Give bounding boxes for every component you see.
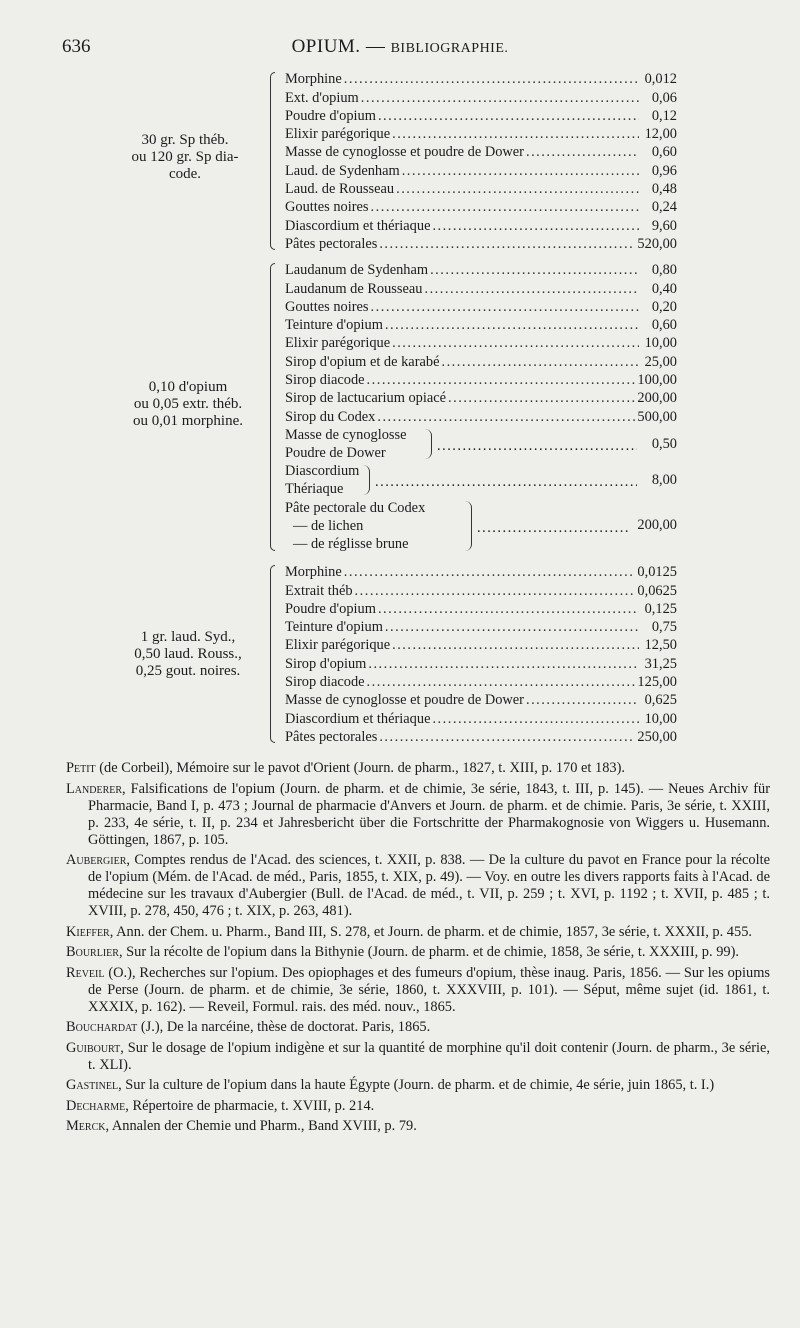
row-name: Sirop du Codex bbox=[285, 408, 376, 425]
table-row bbox=[285, 261, 677, 279]
row-name: Diascordium et thériaque bbox=[285, 710, 431, 727]
row-name: — de lichen bbox=[293, 517, 364, 534]
row-value: 520,00 bbox=[637, 235, 677, 252]
table-row bbox=[285, 70, 677, 88]
triple-row bbox=[285, 499, 677, 554]
row-value: 250,00 bbox=[637, 728, 677, 745]
row-name: Gouttes noires bbox=[285, 298, 369, 315]
row-value: 0,012 bbox=[644, 71, 677, 88]
bibliography-entry bbox=[66, 1019, 770, 1036]
row-name: Laud. de Rousseau bbox=[285, 181, 395, 198]
entry-author: Landerer bbox=[66, 780, 123, 797]
table-row bbox=[285, 198, 677, 216]
row-name: Teinture d'opium bbox=[285, 619, 383, 636]
row-name: Morphine bbox=[285, 564, 342, 581]
running-head-dash: — bbox=[360, 36, 391, 57]
bibliography-entry bbox=[66, 1077, 770, 1094]
row-name: Teinture d'opium bbox=[285, 317, 383, 334]
row-value: 0,625 bbox=[644, 692, 677, 709]
table-row bbox=[285, 216, 677, 234]
row-value: 500,00 bbox=[637, 408, 677, 425]
row-value: 0,40 bbox=[651, 280, 677, 297]
equivalence-table-3 bbox=[0, 563, 800, 747]
table-row bbox=[285, 728, 677, 746]
row-value: 8,00 bbox=[651, 472, 677, 489]
row-name: Laud. de Sydenham bbox=[285, 162, 400, 179]
bibliography-entry bbox=[66, 1040, 770, 1074]
entry-text: , Ann. der Chem. u. Pharm., Band III, S. 278, et Journ. de pharm. et de chimie, 1857, 3e série, t. XXXII, p. 455. bbox=[109, 923, 752, 940]
table-row bbox=[285, 316, 677, 334]
row-value: 0,0625 bbox=[637, 582, 677, 599]
row-value: 12,00 bbox=[644, 126, 677, 143]
bibliography-entry bbox=[66, 852, 770, 920]
row-name: Masse de cynoglosse et poudre de Dower bbox=[285, 692, 524, 709]
bibliography-entry bbox=[66, 781, 770, 849]
row-value: 100,00 bbox=[637, 372, 677, 389]
entry-text: , Sur la culture de l'opium dans la haute Égypte (Journ. de pharm. et de chimie, 4e série, juin 1865, t. I.) bbox=[118, 1077, 715, 1093]
entry-author: Merck bbox=[66, 1118, 106, 1134]
table-row bbox=[285, 618, 677, 636]
table-row bbox=[285, 389, 677, 407]
bibliography-entry bbox=[66, 1118, 770, 1135]
table-row bbox=[285, 298, 677, 316]
table-2-brace bbox=[270, 263, 275, 551]
row-value: 125,00 bbox=[637, 674, 677, 691]
entry-author: Guibourt bbox=[66, 1039, 121, 1056]
equivalence-table-1 bbox=[0, 70, 800, 254]
table-3-brace bbox=[270, 565, 275, 743]
row-name: Sirop de lactucarium opiacé bbox=[285, 390, 447, 407]
row-name: Morphine bbox=[285, 71, 342, 88]
row-value: 25,00 bbox=[644, 353, 677, 370]
row-name: Thériaque bbox=[285, 481, 344, 498]
row-name: Masse de cynoglosse bbox=[285, 426, 407, 443]
mini-brace bbox=[363, 465, 370, 495]
entry-author: Petit bbox=[66, 760, 96, 776]
row-value: 0,125 bbox=[644, 600, 677, 617]
row-value: 0,60 bbox=[651, 317, 677, 334]
equivalence-table-2 bbox=[0, 261, 800, 561]
table-1-brace bbox=[270, 72, 275, 250]
row-value: 0,75 bbox=[651, 619, 677, 636]
row-value: 0,50 bbox=[651, 435, 677, 452]
row-value: 9,60 bbox=[651, 217, 677, 234]
table-row bbox=[285, 691, 677, 709]
row-name: Laudanum de Sydenham bbox=[285, 262, 429, 279]
table-2-rows bbox=[285, 261, 677, 554]
row-value: 200,00 bbox=[637, 390, 677, 407]
row-name: Masse de cynoglosse et poudre de Dower bbox=[285, 144, 524, 161]
entry-author: Bouchardat bbox=[66, 1019, 138, 1035]
entry-author: Bourlier bbox=[66, 944, 119, 960]
label-line: 1 gr. laud. Syd., bbox=[140, 629, 236, 645]
table-row bbox=[285, 235, 677, 253]
row-name: Pâtes pectorales bbox=[285, 728, 378, 745]
label-line: 0,25 gout. noires. bbox=[135, 663, 241, 679]
table-row bbox=[285, 180, 677, 198]
row-value: 200,00 bbox=[637, 516, 677, 533]
row-name: Elixir parégorique bbox=[285, 126, 391, 143]
row-value: 10,00 bbox=[644, 710, 677, 727]
running-head-title: OPIUM. bbox=[291, 36, 361, 57]
label-line: ou 120 gr. Sp dia- bbox=[131, 149, 239, 165]
table-row bbox=[285, 636, 677, 654]
table-row bbox=[285, 600, 677, 618]
label-line: 0,50 laud. Rouss., bbox=[134, 646, 242, 662]
table-1-rows bbox=[285, 70, 677, 253]
bibliography-entry bbox=[66, 965, 770, 1016]
entry-text: , Sur la récolte de l'opium dans la Bithynie (Journ. de pharm. et de chimie, 1858, 3e série, t. XXXIII, p. 99). bbox=[118, 944, 739, 960]
row-name: Laudanum de Rousseau bbox=[285, 280, 423, 297]
row-value: 31,25 bbox=[644, 655, 677, 672]
entry-author: Aubergier bbox=[66, 852, 127, 868]
table-row bbox=[285, 334, 677, 352]
row-value: 0,20 bbox=[651, 298, 677, 315]
table-row bbox=[285, 125, 677, 143]
entry-author: Reveil bbox=[66, 964, 105, 981]
row-value: 0,96 bbox=[651, 162, 677, 179]
label-line: 0,10 d'opium bbox=[148, 379, 228, 395]
table-3-rows bbox=[285, 563, 677, 746]
table-row bbox=[285, 709, 677, 727]
row-value: 0,48 bbox=[651, 181, 677, 198]
entry-text: (O.), Recherches sur l'opium. Des opiophages et des fumeurs d'opium, thèse inaug. Paris, 1856. — Sur les opiums de Perse (Journ. de pharm. et de chimie, 3e série, 1860, t. XXXVIII, p. 101). — Séput, même sujet (id. 1861, t. XXXIX, p. 162). — Reveil, Formul. rais. des méd. nouv., 1865. bbox=[88, 964, 770, 1015]
table-1-label bbox=[110, 132, 260, 183]
entry-author: Kieffer bbox=[66, 923, 110, 940]
row-value: 0,06 bbox=[651, 89, 677, 106]
entry-text: , Annalen der Chemie und Pharm., Band XVIII, p. 79. bbox=[105, 1118, 417, 1134]
row-name: Pâtes pectorales bbox=[285, 235, 378, 252]
entry-text: (de Corbeil), Mémoire sur le pavot d'Orient (Journ. de pharm., 1827, t. XIII, p. 170 et 183). bbox=[95, 760, 625, 776]
page-number: 636 bbox=[62, 36, 91, 57]
table-row bbox=[285, 654, 677, 672]
row-name: Diascordium bbox=[285, 463, 360, 480]
entry-text: , Répertoire de pharmacie, t. XVIII, p. 214. bbox=[125, 1097, 375, 1114]
entry-text: , Sur le dosage de l'opium indigène et sur la quantité de morphine qu'il doit contenir (Journ. de pharm., 3e série, t. XLI). bbox=[88, 1039, 770, 1073]
bibliography bbox=[66, 760, 770, 1139]
row-name: Sirop d'opium et de karabé bbox=[285, 353, 440, 370]
row-name: Poudre d'opium bbox=[285, 600, 376, 617]
table-row bbox=[285, 673, 677, 691]
row-name: Poudre d'opium bbox=[285, 107, 376, 124]
row-name: — de réglisse brune bbox=[293, 535, 409, 552]
table-row bbox=[285, 371, 677, 389]
row-name: Sirop diacode bbox=[285, 372, 365, 389]
running-head bbox=[0, 36, 800, 58]
bibliography-entry bbox=[66, 924, 770, 941]
entry-text: (J.), De la narcéine, thèse de doctorat. Paris, 1865. bbox=[137, 1019, 431, 1035]
table-row bbox=[285, 581, 677, 599]
row-name: Pâte pectorale du Codex bbox=[285, 499, 426, 516]
entry-text: , Falsifications de l'opium (Journ. de pharm. et de chimie, 3e série, 1843, t. III, p. 145). — Neues Archiv für Pharmacie, Band I, p. 473 ; Journal de pharmacie d'Anvers et Journ. de pharm. et de chimie. Paris, 3e série, t. XXIII, p. 233, 4e série, t. II, p. 234 et Jahresbericht über die Fortschritte der Pharmakognosie von Wiggers u. Husemann. Göttingen, 1867, p. 105. bbox=[88, 780, 770, 848]
table-row bbox=[285, 107, 677, 125]
table-row bbox=[285, 407, 677, 425]
row-name: Elixir parégorique bbox=[285, 335, 391, 352]
row-name: Ext. d'opium bbox=[285, 89, 359, 106]
entry-author: Gastinel bbox=[66, 1077, 119, 1093]
bibliography-entry bbox=[66, 760, 770, 777]
table-row bbox=[285, 352, 677, 370]
table-row bbox=[285, 279, 677, 297]
row-value: 12,50 bbox=[644, 637, 677, 654]
label-line: ou 0,01 morphine. bbox=[133, 413, 243, 429]
row-name: Sirop d'opium bbox=[285, 655, 367, 672]
row-value: 0,12 bbox=[651, 107, 677, 124]
table-2-label bbox=[110, 379, 266, 430]
row-name: Extrait théb bbox=[285, 582, 353, 599]
label-line: ou 0,05 extr. théb. bbox=[133, 396, 243, 412]
entry-author: Decharme bbox=[66, 1097, 126, 1114]
paired-row bbox=[285, 426, 677, 463]
table-row bbox=[285, 563, 677, 581]
paired-row bbox=[285, 462, 677, 499]
table-row bbox=[285, 143, 677, 161]
row-value: 0,24 bbox=[651, 199, 677, 216]
row-name: Elixir parégorique bbox=[285, 637, 391, 654]
label-line: 30 gr. Sp théb. bbox=[141, 132, 229, 148]
table-row bbox=[285, 161, 677, 179]
row-value: 0,0125 bbox=[637, 564, 677, 581]
running-head-subtitle: BIBLIOGRAPHIE. bbox=[390, 41, 509, 56]
bibliography-entry bbox=[66, 944, 770, 961]
table-row bbox=[285, 88, 677, 106]
row-value: 10,00 bbox=[644, 335, 677, 352]
row-value: 0,60 bbox=[651, 144, 677, 161]
row-name: Poudre de Dower bbox=[285, 444, 386, 461]
table-3-label bbox=[110, 629, 266, 680]
row-name: Diascordium et thériaque bbox=[285, 217, 431, 234]
mini-brace bbox=[425, 429, 432, 459]
bibliography-entry bbox=[66, 1098, 770, 1115]
row-name: Gouttes noires bbox=[285, 199, 369, 216]
row-name: Sirop diacode bbox=[285, 674, 365, 691]
mini-brace bbox=[465, 501, 472, 551]
label-line: code. bbox=[168, 166, 202, 182]
entry-text: , Comptes rendus de l'Acad. des sciences, t. XXII, p. 838. — De la culture du pavot en France pour la récolte de l'opium (Mém. de l'Acad. de méd., Paris, 1855, t. XIX, p. 49). — Voy. en outre les divers rapports faits à l'Acad. de médecine sur les travaux d'Aubergier (Bull. de l'Acad. de méd., t. VII, p. 259 ; t. XVI, p. 1192 ; t. XVII, p. 485 ; t. XVIII, p. 278, 450, 476 ; t. XIX, p. 263, 481). bbox=[88, 852, 770, 919]
row-value: 0,80 bbox=[651, 262, 677, 279]
